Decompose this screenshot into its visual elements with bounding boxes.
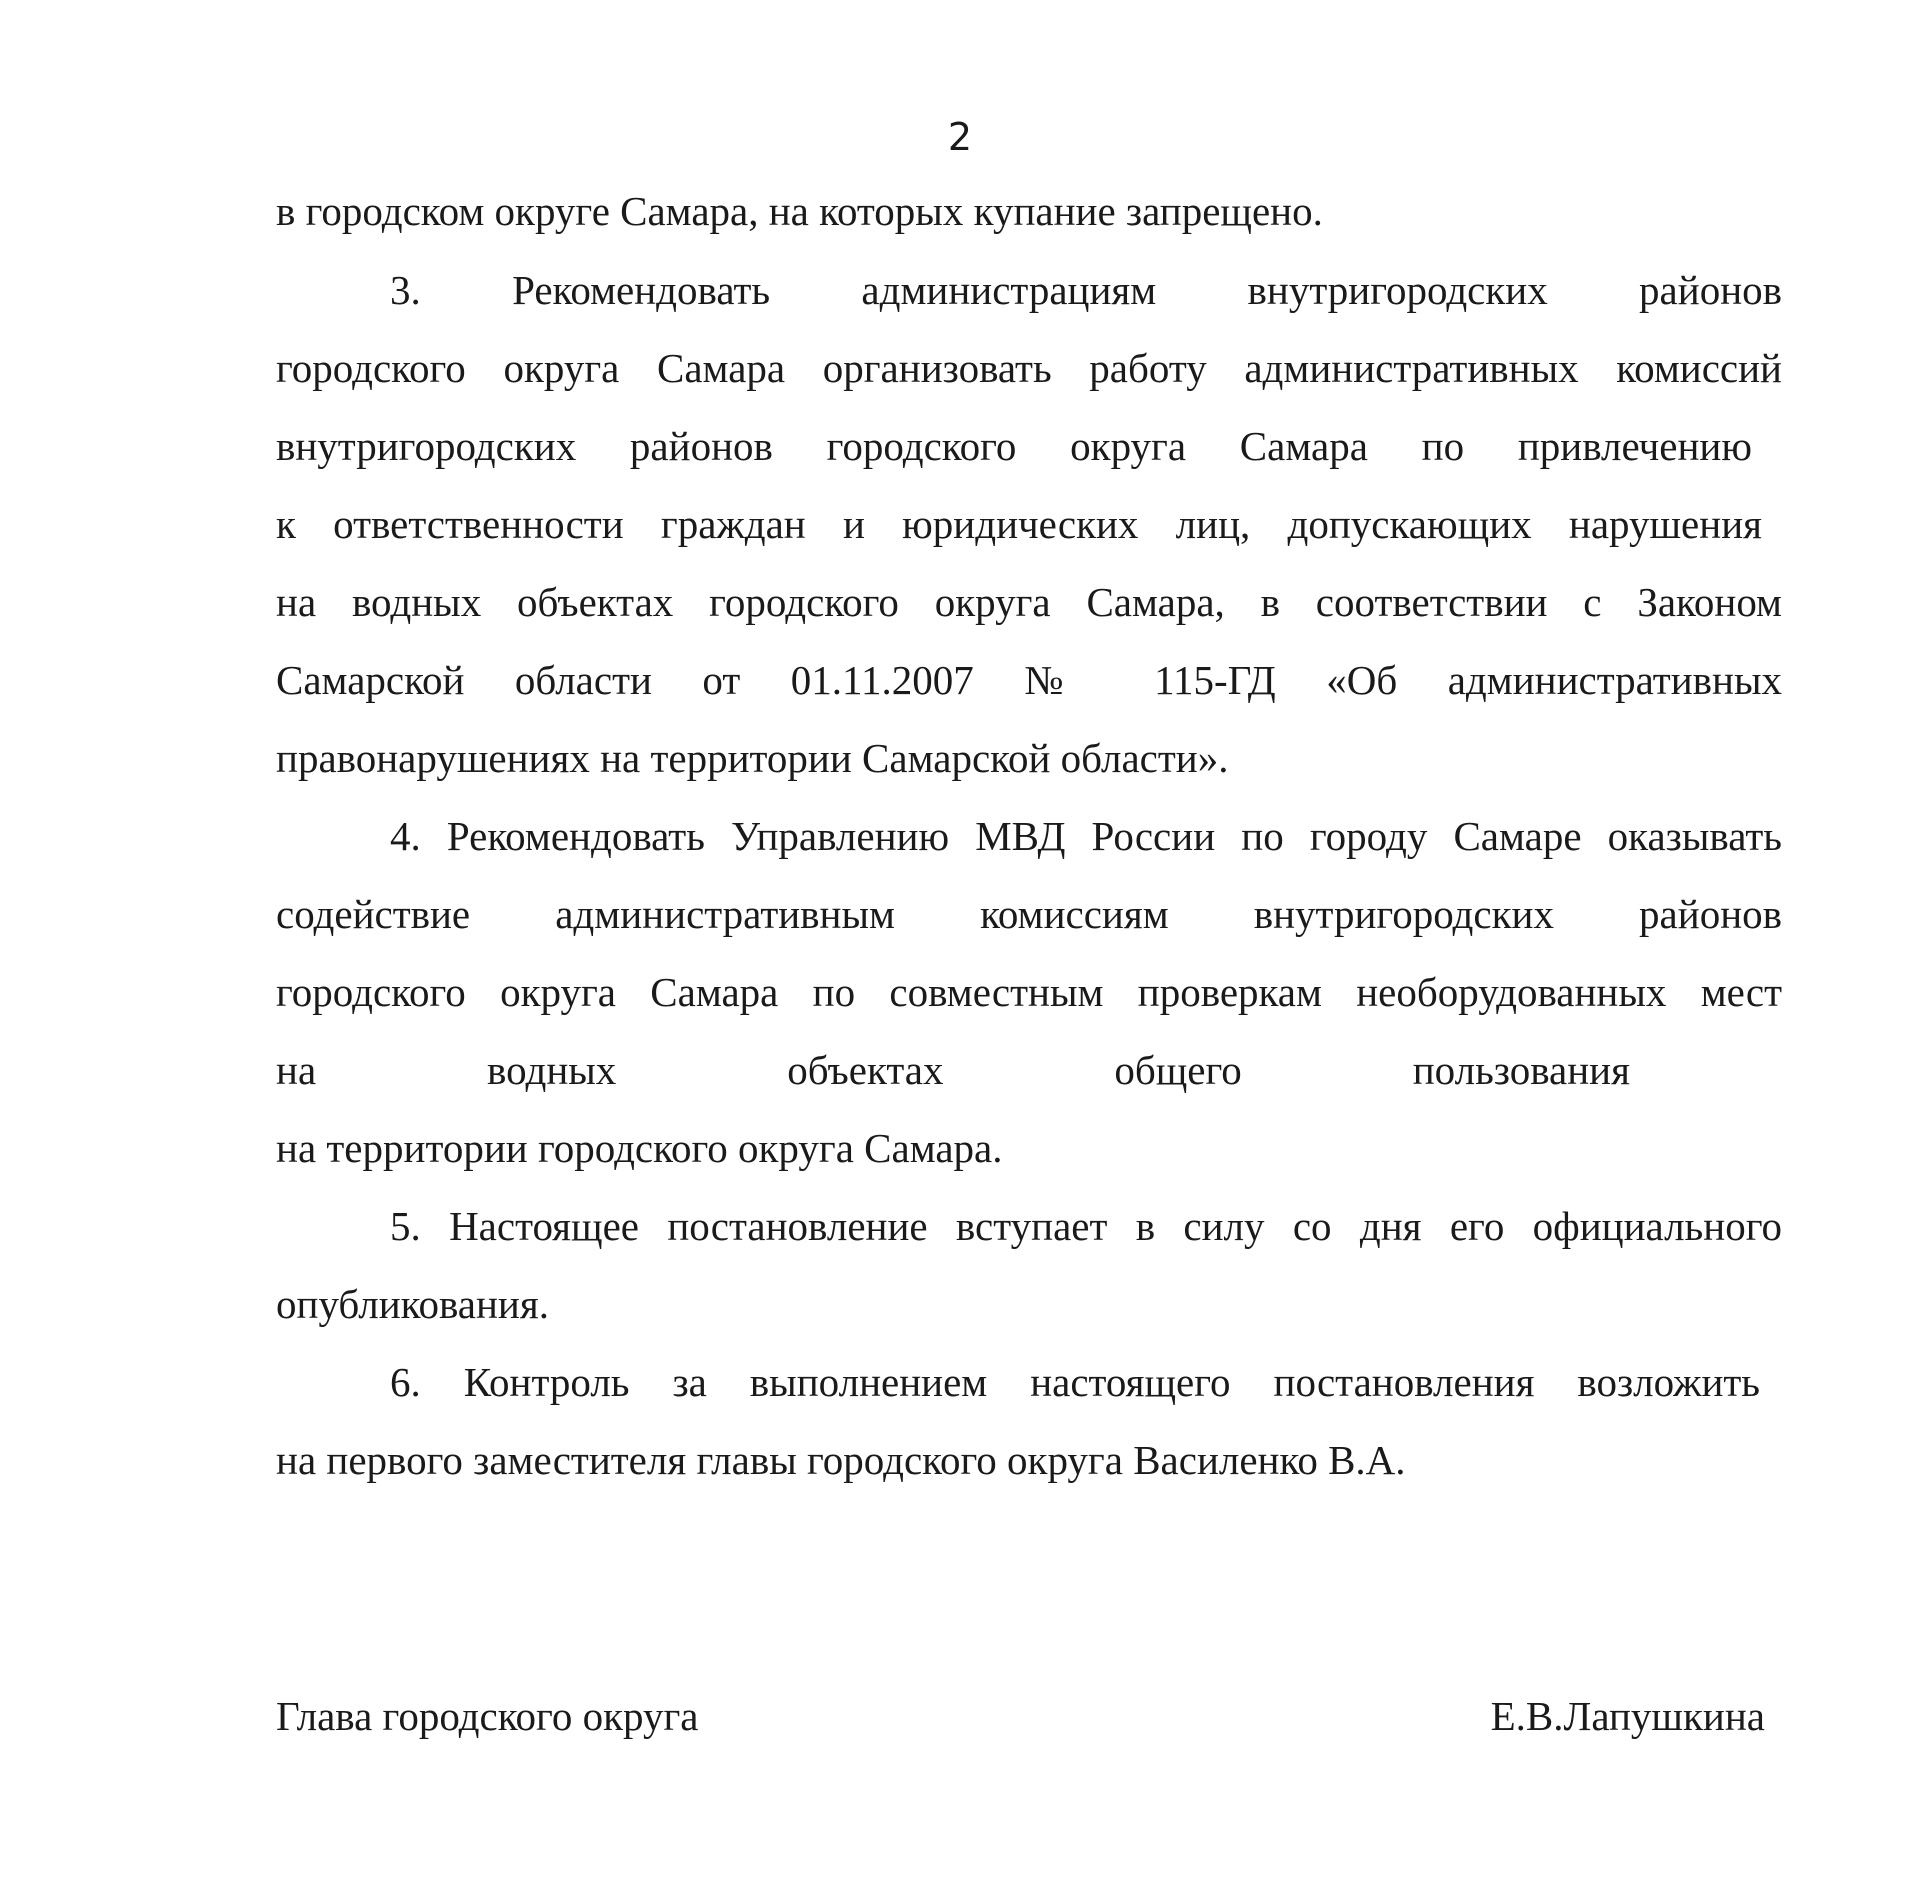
text-line: к ответственности граждан и юридических лиц, допускающих нарушения — [276, 501, 1762, 547]
text-line: содействие административным комиссиям внутригородских районов — [276, 891, 1782, 937]
text-line: на водных объектах городского округа Самара, в соответствии с Законом — [276, 579, 1782, 625]
text-line: Самарской области от 01.11.2007 № 115-ГД «Об административных — [276, 657, 1782, 703]
signature-position: Глава городского округа — [276, 1693, 699, 1739]
text-line: в городском округе Самара, на которых купание запрещено. — [276, 188, 1323, 234]
text-line: правонарушениях на территории Самарской области». — [276, 735, 1229, 781]
text-line: 5. Настоящее постановление вступает в силу со дня его официального — [390, 1203, 1782, 1249]
signature-name: Е.В.Лапушкина — [1490, 1693, 1765, 1739]
text-line: на водных объектах общего пользования — [276, 1047, 1630, 1093]
text-line: 6. Контроль за выполнением настоящего постановления возложить — [390, 1359, 1760, 1405]
text-line: 4. Рекомендовать Управлению МВД России по городу Самаре оказывать — [390, 813, 1782, 859]
text-line: на первого заместителя главы городского округа Василенко В.А. — [276, 1437, 1406, 1483]
text-line: городского округа Самара по совместным проверкам необорудованных мест — [276, 969, 1782, 1015]
page-number: 2 — [947, 115, 973, 159]
text-line: 3. Рекомендовать администрациям внутригородских районов — [390, 267, 1782, 313]
text-line: внутригородских районов городского округа Самара по привлечению — [276, 423, 1752, 469]
text-line: городского округа Самара организовать работу административных комиссий — [276, 345, 1782, 391]
text-line: на территории городского округа Самара. — [276, 1125, 1003, 1171]
text-line: опубликования. — [276, 1281, 549, 1327]
